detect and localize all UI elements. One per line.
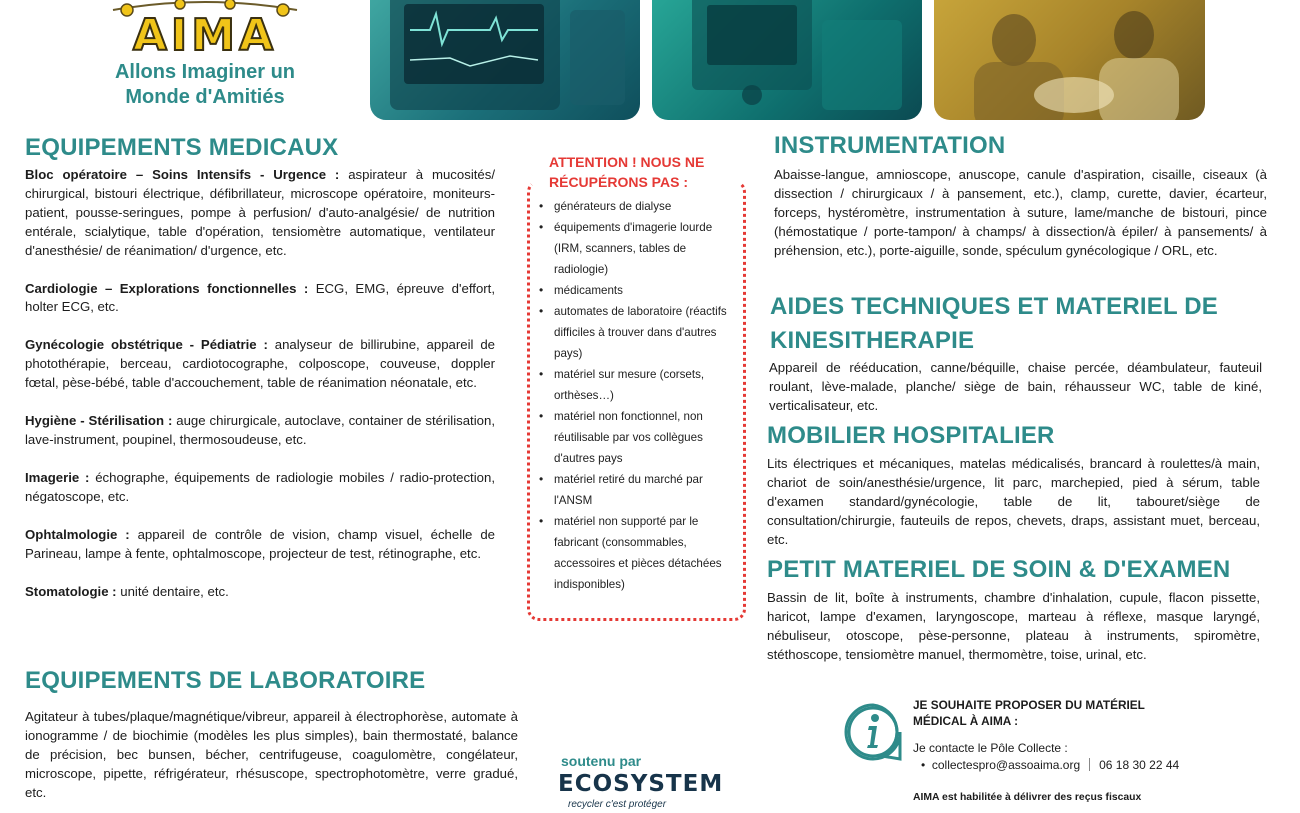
equipements-medicaux-list — [25, 166, 495, 601]
category-text: échographe, équipements de radiologie mobiles / radio-protection, négatoscope, etc. — [25, 469, 495, 504]
nurse-illustration — [934, 0, 1205, 120]
attention-title — [549, 152, 739, 192]
propose-line-1: JE SOUHAITE PROPOSER DU MATÉRIEL — [913, 698, 1145, 712]
category-label: Hygiène - Stérilisation : — [25, 413, 173, 429]
category-label: Cardiologie – Explorations fonctionnelles : — [25, 280, 309, 296]
divider — [1089, 758, 1090, 771]
attention-title-line-1: ATTENTION ! NOUS NE — [549, 154, 705, 170]
contact-email-link[interactable]: collectespro@assoaima.org — [931, 758, 1081, 772]
heading-aides-techniques — [770, 292, 1218, 356]
bullet: • — [921, 758, 932, 772]
laboratoire-text: Agitateur à tubes/plaque/magnétique/vibreur, appareil à électrophorèse, automate à ionogramme / de biochimie (modèles les plus simples), bain thermostaté, balance de précision, bec bunsen, bécher, centrifugeuse, coagulomètre, congélateur, microscope, pipette, réfrigérateur, rhésuscope, spectrophotomètre, verre gradué, etc. — [25, 709, 518, 800]
tagline-line-2: Monde d'Amitiés — [125, 86, 285, 108]
attention-item: • matériel non fonctionnel, non réutilisable par vos collègues d'autres pays — [533, 406, 741, 469]
heading-aides-line-1: AIDES TECHNIQUES ET MATERIEL DE — [770, 293, 1219, 320]
heading-mobilier-hospitalier: MOBILIER HOSPITALIER — [767, 422, 1055, 449]
category-label: Imagerie : — [25, 469, 90, 485]
heading-aides-line-2: KINESITHERAPIE — [770, 327, 975, 354]
category-text: analyseur de billirubine, appareil de photothérapie, berceau, cardiotocographe, colposcope, couveuse, doppler fœtal, pèse-bébé, table d'accouchement, table de réanimation néonatale, etc. — [25, 337, 496, 391]
attention-item: • matériel retiré du marché par l'ANSM — [533, 469, 741, 511]
attention-item: • matériel non supporté par le fabricant (consommables, accessoires et pièces détachées indisponibles) — [533, 511, 741, 595]
category-text: appareil de contrôle de vision, champ visuel, échelle de Parineau, lampe à fente, ophtalmoscope, projecteur de test, rétinographe, etc. — [25, 526, 495, 561]
monitor-illustration — [370, 0, 640, 120]
category-hygiene — [25, 412, 495, 450]
attention-title-line-2: RÉCUPÉRONS PAS : — [549, 174, 688, 190]
category-gynecologie — [25, 336, 495, 393]
photo-patient-monitor — [370, 0, 640, 120]
logo-block — [80, 0, 330, 112]
category-cardiologie — [25, 280, 495, 318]
attention-item: • équipements d'imagerie lourde (IRM, scanners, tables de radiologie) — [533, 217, 741, 280]
propose-heading — [913, 697, 1193, 729]
category-label: Stomatologie : — [25, 583, 117, 599]
category-ophtalmologie — [25, 526, 495, 564]
propose-line-2: MÉDICAL À AIMA : — [913, 714, 1019, 728]
fiscal-note: AIMA est habilitée à délivrer des reçus fiscaux — [913, 792, 1142, 803]
photo-medical-equipment — [652, 0, 922, 120]
category-label: Bloc opératoire – Soins Intensifs - Urgence : — [25, 167, 340, 182]
info-icon — [842, 701, 904, 763]
attention-item: • médicaments — [533, 280, 741, 301]
attention-item: • générateurs de dialyse — [533, 196, 741, 217]
attention-list — [533, 196, 741, 595]
petit-materiel-text: Bassin de lit, boîte à instruments, chambre d'inhalation, cupule, flacon pissette, haricot, lampe d'examen, laryngoscope, marteau à réflexe, masque laryngé, nébuliseur, otoscope, pèse-personne, plateau à instruments, spiromètre, stéthoscope, tensiomètre manuel, thermomètre, toise, urinal, etc. — [767, 590, 1260, 662]
category-bloc-operatoire — [25, 166, 495, 261]
contact-intro: Je contacte le Pôle Collecte : — [913, 741, 1068, 755]
instrumentation-text: Abaisse-langue, amnioscope, anuscope, canule d'aspiration, cisaille, ciseaux (à dissection / chirurgicaux / à pansement, etc.), clamp, curette, davier, écarteur, forceps, hystéromètre, instrumentation à suture, lame/manche de bistouri, pince (hémostatique / porte-tampon/ à champs/ à dissection/à épiler/ à pansements/ à préhension, etc.), porte-aiguille, sonde, spéculum gynécologique / ORL, etc. — [774, 167, 1267, 258]
aides-text: Appareil de rééducation, canne/béquille, chaise percée, déambulateur, fauteuil roulant, lève-malade, planche/ siège de bain, réhausseur WC, table de kiné, verticalisateur, etc. — [769, 360, 1262, 413]
equipment-illustration — [652, 0, 922, 120]
svg-text:AIMA: AIMA — [132, 10, 278, 58]
heading-equipements-laboratoire: EQUIPEMENTS DE LABORATOIRE — [25, 667, 426, 694]
category-text: ECG, EMG, épreuve d'effort, holter ECG, etc. — [25, 280, 495, 315]
category-label: Ophtalmologie : — [25, 526, 130, 542]
heading-instrumentation: INSTRUMENTATION — [774, 132, 1006, 159]
aima-logo — [105, 0, 305, 58]
category-imagerie — [25, 469, 495, 507]
contact-phone[interactable]: 06 18 30 22 44 — [1099, 758, 1180, 772]
mobilier-text: Lits électriques et mécaniques, matelas médicalisés, brancard à roulettes/à main, chariot de soin/anesthésie/urgence, lit parc, marchepied, pied à sérum, table d'examen standard/gynécologie, table de lit, tabouret/siège de consultation/chirurgie, fauteuils de repos, chevets, draps, assistant muet, berceau, etc. — [767, 456, 1260, 547]
ecosystem-slogan: recycler c'est protéger — [568, 799, 667, 810]
ecosystem-logo: ECOSYSTEM — [558, 771, 724, 797]
heading-equipements-medicaux: EQUIPEMENTS MEDICAUX — [25, 134, 339, 161]
contact-row — [921, 757, 1179, 773]
category-text: auge chirurgicale, autoclave, container de stérilisation, lave-instrument, poupinel, thermosoudeuse, etc. — [25, 413, 495, 447]
photo-nurse-with-baby — [934, 0, 1205, 120]
category-stomatologie — [25, 583, 495, 602]
heading-petit-materiel: PETIT MATERIEL DE SOIN & D'EXAMEN — [767, 556, 1231, 583]
attention-item: • automates de laboratoire (réactifs difficiles à trouver dans d'autres pays) — [533, 301, 741, 364]
category-text: unité dentaire, etc. — [116, 583, 229, 599]
tagline-line-1: Allons Imaginer un — [114, 61, 296, 83]
soutenu-label: soutenu par — [561, 753, 642, 769]
attention-item: • matériel sur mesure (corsets, orthèses…) — [533, 364, 741, 406]
category-text: aspirateur à mucosités/ chirurgical, bistouri électrique, défibrillateur, microscope opératoire, moniteurs-patient, pousse-seringues, pompe à perfusion/ d'auto-analgésie/ de nutrition entérale, scialytique, table d'opération, tensiomètre automatique, ventilateur d'anesthésie/ de réanimation/ d'urgence, etc. — [25, 167, 496, 258]
category-label: Gynécologie obstétrique - Pédiatrie : — [25, 337, 268, 353]
